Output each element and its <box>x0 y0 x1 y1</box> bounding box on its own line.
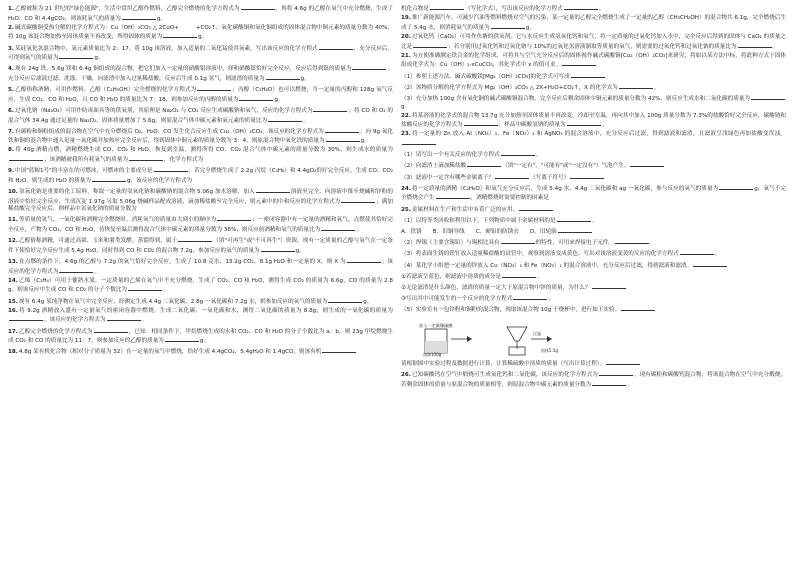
answer-blank[interactable] <box>557 216 591 222</box>
left-column <box>8 4 393 560</box>
answer-blank[interactable] <box>606 359 640 365</box>
question-text-continued: ；若分别用过氧化钙和过氧化钠与 10%的过氧化氢溶液制取等质量的氧气，则需要的过氧化钙和过氧化钠的质量比为 <box>448 43 737 50</box>
question-text: （4）某化学小组把一定量的锌放入 Cu（NO₃）₂ 和 Fe（NO₃）₂ 的混合溶液中，充分反应后过滤，得到滤液和滤渣。 <box>401 262 693 269</box>
question-item <box>8 187 393 214</box>
question-text-continued: g，氧气不完全燃烧会产生 <box>401 185 786 202</box>
answer-blank[interactable] <box>430 4 464 10</box>
answer-blank[interactable] <box>491 23 525 29</box>
answer-blank[interactable] <box>94 327 128 333</box>
answer-blank[interactable] <box>467 161 501 167</box>
answer-blank[interactable] <box>402 139 436 145</box>
answer-blank[interactable] <box>501 150 535 156</box>
question-text-continued: ；该酒精被我所有耗氧气的质量为 <box>44 157 128 164</box>
question-item <box>401 94 786 111</box>
answer-blank[interactable] <box>615 238 649 244</box>
question-item <box>401 261 786 271</box>
question-text: 过氧化钠（Na₂O₂）可用作防毒面具等的供氧剂，其原理是 Na₂O₂ 与 CO₂ 反应生成碳酸钠和氧气，反应的化学方程式为 <box>15 107 313 114</box>
question-end: g。 <box>363 298 373 305</box>
question-number: 3. <box>8 45 15 52</box>
question-text: 乙醇俗称酒精，可通过高粱、玉米和薯类发酵，蒸馏得到，属于 <box>18 238 178 245</box>
question-item <box>401 184 786 203</box>
question-number: 12. <box>8 238 18 245</box>
question-item <box>8 44 393 63</box>
right-column <box>401 4 786 560</box>
answer-blank[interactable] <box>599 370 633 376</box>
question-text: 金属材料在生产和生活中有着广泛的应用。 <box>411 206 519 213</box>
question-number: 14. <box>8 277 18 284</box>
question-item <box>401 131 786 148</box>
question-number: 2. <box>8 24 15 31</box>
question-text: 现有 6.4g 某纯净物在氧气中完全反应，经测定生成 4.4g 二氧化碳、2.8g 一氧化碳和 7.2g 水，则参加反应的氧气的质量为 <box>18 298 328 305</box>
question-text: 4.8g 某有机化合物（相对分子质量为 32）在一定量的氧气中燃烧，恰好生成 4.4gCO₂、5.4gH₂O 和 1.4gCO，则该有机 <box>18 349 322 356</box>
question-text: （2）向滤渣上滴加稀盐酸 <box>401 163 467 170</box>
question-text: （2）焊锡（主要含锡铅）与锡相比具有 <box>401 240 500 247</box>
question-text: 过氧化钙（CaO₂）可用作鱼塘的供氧剂，它与水反应生成氢氧化钙和氧气，将一定质量的过氧化钙加入水中，完全反应后得到的固体与 CaO₂ 的质量之比是 <box>401 33 786 50</box>
question-number: 10. <box>8 189 18 196</box>
question-text: ①若滤液呈蓝色，则滤液中溶质的成分是 <box>401 273 502 280</box>
question-text: （3）将表面生锈的铁钉放入适量稀盐酸的试管中，观察到溶液变成黄色，写出对该溶液变黄的反应的化学方程式 <box>401 251 679 258</box>
question-text: 乙烯（C₂H₄）可用于催熟水果。一定质量的乙烯在氧气中不充分燃烧，生成了 CO₂、CO 和 H₂O，测得生成 CO₂ 的质量为 6.6g，CO 的质量为 2.8g，则该反应中生成 CO 和 CO₂ 的分子个数比为 <box>8 277 393 294</box>
answer-blank[interactable] <box>59 53 93 59</box>
question-item <box>8 85 393 104</box>
answer-blank[interactable] <box>630 161 664 167</box>
answer-blank[interactable] <box>326 136 360 142</box>
answer-blank[interactable] <box>178 236 212 242</box>
question-item <box>8 25 393 42</box>
answer-blank[interactable] <box>266 74 300 80</box>
question-end: g。 <box>360 138 370 145</box>
answer-blank[interactable] <box>239 95 273 101</box>
question-item <box>8 64 393 83</box>
question-text: ②无论滤渣是什么颜色，滤渣的质量一定大于原混合物中锌的质量，为什么？ <box>401 284 591 291</box>
answer-blank[interactable] <box>165 336 199 342</box>
question-item <box>8 347 393 357</box>
question-item <box>8 297 393 307</box>
answer-blank[interactable] <box>197 85 231 91</box>
answer-blank[interactable] <box>122 14 156 20</box>
question-text-continued: （写化学式），写出该反应的化学方程式 <box>464 6 563 12</box>
question-end: 。 <box>303 117 309 124</box>
question-text: 乙醇被称为 21 世纪的"绿色能源"，生活中常用乙醇作燃料，乙醇完全燃烧的化学方程式为 <box>15 6 240 12</box>
answer-blank[interactable] <box>751 94 785 100</box>
question-text-continued: ，现将 4.6g 的乙醇在氧气中充分燃烧，生成了 H₂O、CO 和 4.4gCO₂，则该耗氧气的质量为 <box>8 6 393 22</box>
question-end: g。 <box>198 34 208 41</box>
question-end: 。 <box>163 287 169 294</box>
question-text: （1）请写出一个有关反应的化学方程式 <box>401 152 500 159</box>
question-text: （2）该物质分解的化学方程式为 Mg₂（OH）₂CO₃ △ 2X+H₂O+CO₂↑，X 的化学式为 <box>401 84 618 91</box>
answer-blank[interactable] <box>217 215 251 221</box>
question-end: 。 <box>653 84 660 91</box>
experiment-figure <box>417 317 786 357</box>
question-number: 13. <box>8 258 18 265</box>
question-item <box>8 4 393 23</box>
question-end: 。 <box>94 268 100 275</box>
question-end: 。 <box>605 73 612 80</box>
question-end: g。 <box>401 103 411 110</box>
question-item <box>401 53 786 70</box>
answer-blank[interactable] <box>268 116 302 122</box>
answer-blank[interactable] <box>128 285 162 291</box>
question-number: 6. <box>8 107 15 114</box>
question-item <box>8 308 393 325</box>
answer-blank[interactable] <box>347 257 381 263</box>
question-text: （3）充分加热 100g 含有氧化铜的碱式碳酸铜混合物，完全反应后剩余固体中铜元素的质量分数为 42%，则反应生成水和二氧化碳的质量为 <box>401 95 750 102</box>
question-text-continued: （填"可再生"或"不可再生"）资源，现有一定质量的乙醇与氧气在一定条件下使恰好完全反应生成 5.4g H₂O，同时得到 CO 和 CO₂ 的混合物 7.2g，参加反应的氧气的质量为 <box>8 238 393 254</box>
question-text: 将一定质量的酒精（C₂H₆O）和氧气充分反应后，生成 5.4g 水、4.4g 二氧化碳和 ag 一氧化碳，参与反应的氧气的质量为 <box>411 185 719 192</box>
question-number: 25. <box>401 206 411 213</box>
question-item <box>401 227 786 237</box>
question-item <box>401 305 786 315</box>
question-item <box>401 34 786 51</box>
question-end: g。 <box>295 247 305 254</box>
question-number: 8. <box>8 147 15 154</box>
question-item <box>401 359 786 369</box>
question-item <box>8 127 393 146</box>
question-number: 9. <box>8 168 15 175</box>
question-end: g。 <box>274 96 284 103</box>
answer-blank[interactable] <box>154 166 188 172</box>
question-text: 碱式碳酸铜受热分解的化学方程式为：Cu（OH）₂CO₃ △ 2CuO+ +CO₂↑；氧化碳酸铜和氧化铜组成的固体混合物中铜元素的质量分数为 40%，将 10g 该混合物加热至固体质量不再改变，所得固体的质量为 <box>8 24 393 41</box>
question-end: 。 <box>627 381 633 388</box>
answer-blank[interactable] <box>621 305 655 311</box>
question-end: 。 <box>548 296 554 303</box>
question-item <box>401 113 786 130</box>
question-text: ③写出其中可能发生的一个反应的化学方程式 <box>401 296 513 303</box>
question-item <box>8 106 393 125</box>
question-number: 11. <box>8 217 18 224</box>
answer-blank[interactable] <box>501 238 535 244</box>
question-number: 15. <box>8 298 18 305</box>
question-end: g。 <box>199 338 210 345</box>
question-item <box>401 72 786 82</box>
question-item <box>401 238 786 248</box>
answer-blank[interactable] <box>738 42 772 48</box>
answer-blank[interactable] <box>163 32 197 38</box>
question-text-continued: ；丙醇（C₃H₈O）也可以燃烧，当一定量的丙醇和 128g 氧气反应，生成 CO₂、CO 和 H₂O，且 CO 和 H₂O 的质量比为 7：18，则参加反应的丙醇的质量为 <box>8 87 393 103</box>
question-text: 将 40g 酒精点燃，酒精燃烧生成 CO、CO₂ 和 H₂O，恢复到室温，测得所得 CO、CO₂ 混合气体中碳元素的质量分数为 30%，则生成水的质量为 <box>15 147 393 154</box>
question-text-continued: ，充分反应后滤液过滤、洗涤、干燥，向滤渣中加入过量稀盐酸，反应后生成 0.1g 氢气，则滤渣的质量为 <box>8 66 393 82</box>
question-end: 。 <box>601 122 608 129</box>
question-item <box>401 173 786 183</box>
question-item <box>401 4 786 14</box>
question-number: 23. <box>401 131 411 138</box>
question-number: 5. <box>8 87 15 94</box>
question-text: 将某溶液的化学式的混合物 13.7g 充分加热至固体质量不再改变，冷却至室温，再向其中加入 100g 质量分数为 7.3%的盐酸恰好完全反应，碳酸钠和盐酸反应的化学方程式为 <box>401 112 786 129</box>
question-text-continued: （填"一定有"、"可能有"或"一定没有"）气泡产生。 <box>502 163 630 170</box>
answer-blank[interactable] <box>313 106 347 112</box>
fig-label-3: 过滤 <box>533 330 541 336</box>
question-item <box>8 147 393 164</box>
question-number: 7. <box>8 128 15 135</box>
question-item <box>401 83 786 93</box>
answer-blank[interactable] <box>352 64 386 70</box>
question-text: 机化合物是 <box>401 6 429 12</box>
question-text: （1）参照上述方法，碱式碳酸镁[Mg₂（OH）₂CO₃]的化学式可写成 <box>401 73 570 80</box>
answer-blank[interactable] <box>261 246 295 252</box>
answer-blank[interactable] <box>59 267 93 273</box>
fig-label-2: 溶液100g <box>423 351 442 357</box>
answer-blank[interactable] <box>241 4 275 10</box>
question-end: ，化学方程式为 <box>163 157 204 164</box>
question-text: 推广新能源汽车，可减少汽油等燃料燃烧对空气的污染，某一定量的乙醇完全燃烧生成了一定量的乙醇（CH₃CH₂OH）的混合物共 6.1g，完全燃烧后生成了 5.4g 水，则消耗氧气的质量为 <box>401 15 786 31</box>
question-end: g，该反应的化学方程式为 <box>126 177 193 184</box>
question-end: ，酒精燃烧时需要控制的因素是 <box>470 195 549 202</box>
answer-blank[interactable] <box>9 315 43 321</box>
question-text: A．铁锈 B．旧铜导线 C．硬铝的防锈衣 D．旧轮胎 <box>401 228 557 235</box>
answer-blank[interactable] <box>558 227 592 233</box>
question-item <box>401 205 786 215</box>
question-number: 18. <box>8 349 18 356</box>
answer-blank[interactable] <box>693 261 727 267</box>
question-text: 等质量的氢气、一氧化碳和酒精完全燃烧时，消耗氧气的质量由大到小的顺序为 <box>18 217 217 224</box>
question-number: 20. <box>401 33 411 40</box>
answer-blank[interactable] <box>319 44 353 50</box>
answer-blank[interactable] <box>495 173 529 179</box>
answer-blank[interactable] <box>436 193 470 199</box>
answer-blank[interactable] <box>564 4 598 10</box>
answer-blank[interactable] <box>464 120 498 126</box>
answer-blank[interactable] <box>567 120 601 126</box>
question-end: 。 <box>537 273 543 280</box>
question-text: 在点燃的条件下，4.6g 的乙醇与 7.2g 的氧气恰好完全反应，生成了 10.8 克水、13.2g CO₂、8.1g H₂O 和一定量的 X，则 X 为 <box>18 258 346 265</box>
question-number: 26. <box>401 372 411 379</box>
filter-figure <box>497 319 567 357</box>
answer-blank[interactable] <box>571 72 605 78</box>
question-item <box>401 15 786 32</box>
answer-blank[interactable] <box>325 127 359 133</box>
question-text: （3）滤液中一定含有哪些金属离子？ <box>401 174 495 181</box>
question-text-continued: （写离子符号） <box>530 174 570 181</box>
question-item <box>401 150 786 160</box>
fig-label-4: 固体5.5g <box>541 347 558 353</box>
question-item <box>401 216 786 226</box>
question-text-continued: ，该反应的化学方程式为 <box>44 317 106 324</box>
question-item <box>401 294 786 304</box>
question-text: 中国"蓝鲸1号"的丰富在的可燃冰，可燃冰的主要成分是 <box>15 168 153 175</box>
question-text: （5）实验室有一包锌粉和铜粉的混合物，现取该混合物 10g 于烧杯中，进行如下实验。 <box>401 307 621 314</box>
question-end: 。 <box>714 251 721 258</box>
question-end: 。 <box>141 317 148 324</box>
question-text: 请根据图中实验过程及数据进行计算，计算稀硫酸中溶质的质量（写出计算过程）。 <box>401 360 606 367</box>
answer-blank[interactable] <box>680 249 714 255</box>
question-item <box>8 278 393 295</box>
question-text: （1）以特等类回收和利用以下，下列物质中属于金属材料的是 <box>401 217 556 224</box>
question-number: 17. <box>8 328 18 335</box>
question-item <box>8 327 393 346</box>
question-item <box>401 370 786 389</box>
beaker-figure <box>417 319 487 357</box>
question-item <box>401 283 786 293</box>
answer-blank[interactable] <box>719 184 753 190</box>
question-text: 为方便准确测定铁合金的化学组成，可将其与空气充分反应后的固体视作碱式碳酸铜[Cu₂（OH）₂CO₃]来研究，将如以某方法中标，将此种方式下固体组成化学式为：Cu（OH）₂·xCuCO₃，其化学式中 x 的值可求。 <box>401 52 786 69</box>
question-text: 将一定量的 Zn 放入 Al（NO₃）₃、Fe（NO₃）₂ 和 AgNO₃ 的混合溶液中，充分反应后过滤，得到滤液和滤渣，且滤液呈浅绿色再加盐酸变浑浊。 <box>411 131 786 138</box>
question-text-continued: ；向 9g 氧化铁和铜的混合物中通入足量一氧化碳并加热至完全反应后，得到固体中铜元素的质量分数为 3：4，则原混合物中氧化铁的质量为 <box>8 128 393 145</box>
question-item <box>401 161 786 171</box>
question-number: 4. <box>8 66 15 73</box>
question-text: 现有 24g 铁、5.6g 镁和 6.4g 铜组成的混合物，把它们加入一定量的硝酸银溶液中，择和硝酸银恰好完全反应，反应后得到银的质量为 <box>15 66 352 73</box>
answer-blank[interactable] <box>570 173 604 179</box>
question-end: ；满加稀盐酸完全反应后，则样品中氢氧化钠的质量分数为 <box>8 198 393 213</box>
answer-blank[interactable] <box>321 225 355 231</box>
question-text-continued: ；一密闭容器中有一定量的酒精和氧气，点燃使其恰好完全反应，产物为 CO₂、CO 和 H₂O，待恢复至温后测得混合气体中碳元素的质量分数为 36%，则反应前酒精和氧气的质量比为 <box>8 217 393 233</box>
question-end: 。 <box>356 227 362 233</box>
question-text: 某硅氧化氢混合物中，氧元素质量比为 2：17。将 10g 该溶液，加入适量的二氧化锰使其氧素，写出该反应的化学方程式 <box>15 45 318 52</box>
question-text: 乙醇完全燃烧的化学方程式为 <box>18 328 93 335</box>
question-text-continued: 。现有碳粉和碳酸钙混合物，将该混合物在空气中充分煅烧，若剩余固体的质量与原混合物的质量相等，则原混合物中碳元素的质量分数为 <box>401 372 786 388</box>
question-text-continued: ；样品中碳酸氢钠的质量为 <box>498 122 566 129</box>
answer-blank[interactable] <box>592 283 626 289</box>
question-number: 24. <box>401 185 411 192</box>
answer-blank[interactable] <box>502 272 536 278</box>
question-text: 乙醇俗称酒精，可用作燃料。乙醇（C₂H₅OH）完全燃烧的化学方程式为 <box>15 87 197 94</box>
question-end: 。 <box>772 43 779 50</box>
question-item <box>401 249 786 259</box>
question-text-continued: 的特性，可用来焊接电子元件。 <box>535 240 614 247</box>
answer-blank[interactable] <box>519 205 553 211</box>
question-text: 有碳粉和铜粉组成的混合物在空气中充分燃烧后 O₂、H₂O、CO 发生化合反应生成 Cu₂（OH）₂CO₃，该反应的化学方程式为 <box>15 128 324 135</box>
answer-blank[interactable] <box>328 297 362 303</box>
answer-blank[interactable] <box>92 176 126 182</box>
question-item <box>401 272 786 282</box>
question-item <box>8 166 393 185</box>
question-number: 22. <box>401 112 411 119</box>
question-text-continued: ；将 CO 和 O₂ 的混合气体 34.4g 通过足量的 Na₂O₂，固体质量增加了 5.6g，则原混合气体中碳元素和氧元素的质量比为 <box>8 107 393 124</box>
answer-blank[interactable] <box>322 347 356 353</box>
question-text-continued: ；若完全燃烧生成了 2.2g 丙烷（C₃H₈）和 4.4gO₂恰好完全反应，生成 CO、CO₂ 和 H₂O，则生成的 H₂O 的质量为 <box>8 168 393 184</box>
question-number: 21. <box>401 52 411 59</box>
question-end: 。 <box>598 6 605 12</box>
answer-blank[interactable] <box>619 83 653 89</box>
question-end: g。 <box>525 24 535 31</box>
question-text: 将 9.2g 酒精放入盛有一定量氧气的密闭容器中燃烧，生成二氧化碳、一氧化碳和水，测得二氧化碳的质量为 8.8g，则生成的一氧化碳的质量为 <box>18 307 393 314</box>
question-item <box>8 257 393 276</box>
question-end: g。 <box>300 75 310 82</box>
question-end: 。 <box>535 152 542 159</box>
question-end: g。 <box>94 55 104 62</box>
question-text-continued: ，充分反应后，可得到氧气的质量为 <box>8 45 393 62</box>
question-text: 已知碳酸钙在空气中煅烧可生成氧化钙和二氧化碳，该反应的化学方程式为 <box>411 372 598 379</box>
question-item <box>8 236 393 255</box>
question-text: 氢氧化钠是重要的化工原料，称取一定量的氢氧化钠和碳酸钠的混合物 5.06g 加水溶解，加入 <box>18 189 255 196</box>
question-text-continued: ；该反应的化学方程式为 <box>8 258 393 275</box>
question-end: g。 <box>156 15 166 22</box>
question-number: 1. <box>8 6 15 12</box>
answer-blank[interactable] <box>107 315 141 321</box>
answer-blank[interactable] <box>129 155 163 161</box>
answer-blank[interactable] <box>562 60 596 66</box>
answer-blank[interactable] <box>413 42 447 48</box>
question-number: 19. <box>401 15 411 22</box>
question-number: 16. <box>8 307 18 314</box>
answer-blank[interactable] <box>341 197 375 203</box>
answer-blank[interactable] <box>9 155 43 161</box>
answer-blank[interactable] <box>513 294 547 300</box>
question-text-continued: 溶液至完全，向溶液中推至烧碱和锌粉的溶液中恰好完全反应，生成沉淀 1.97g 另取 5.06g 烧碱样品配成溶液，滴加稀盐酸至完全反应，则元素中的中和反应的化学方程式为 <box>8 189 393 205</box>
answer-blank[interactable] <box>592 380 626 386</box>
question-text-continued: ，已知：相同条件下，甲烷燃烧生成的水和 CO₂、CO 和 H₂O 的分子个数比为 a：b，则 23g 甲烷燃烧生成 CO₂ 和 CO 的质量比为 11：7，则参加反应的乙醇的质量为 <box>8 328 393 345</box>
question-item <box>8 215 393 234</box>
fig-label-1: 加入一定量稀硫酸 <box>419 322 453 328</box>
question-end: 。 <box>591 217 598 224</box>
answer-blank[interactable] <box>256 187 290 193</box>
